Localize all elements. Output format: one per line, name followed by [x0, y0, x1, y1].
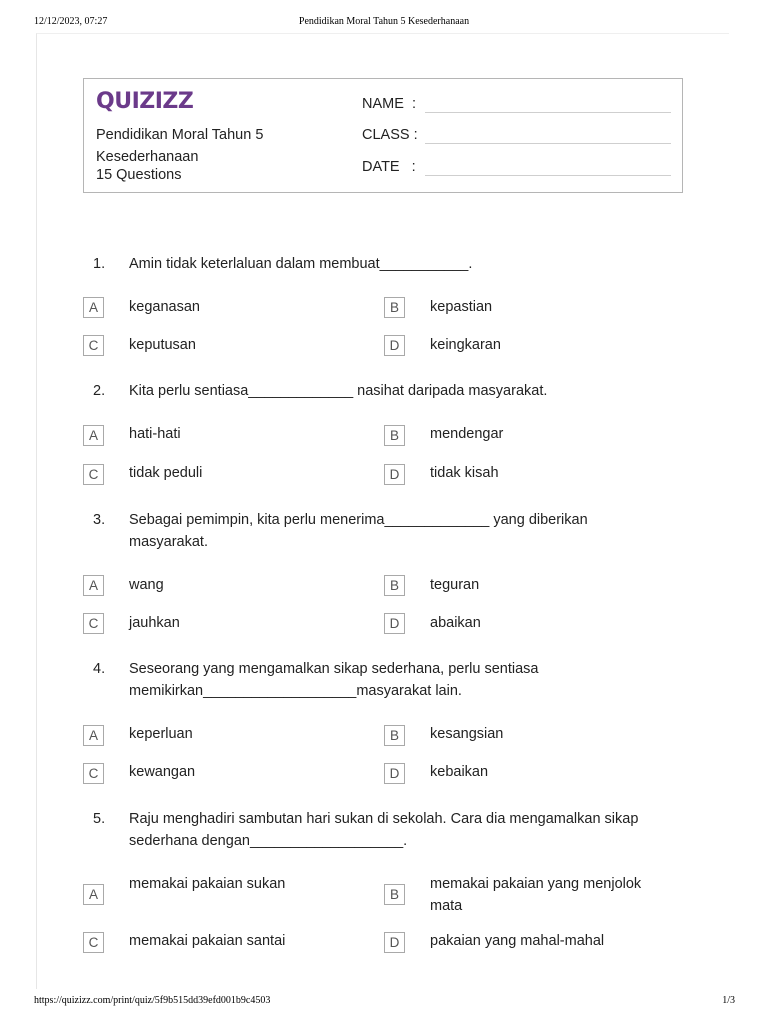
- option-text: kesangsian: [430, 726, 504, 742]
- name-label: NAME :: [362, 96, 416, 112]
- option-letter-box: D: [384, 932, 405, 953]
- option-text: tidak kisah: [430, 465, 499, 481]
- date-field: [362, 159, 416, 175]
- question-number: 4.: [93, 661, 106, 677]
- class-label: CLASS :: [362, 127, 418, 143]
- print-header: [0, 16, 768, 30]
- option-letter-box: C: [83, 932, 104, 953]
- option-letter-box: D: [384, 464, 405, 485]
- option-text: wang: [129, 577, 164, 593]
- option-text: keputusan: [129, 337, 196, 353]
- print-datetime: 12/12/2023, 07:27: [34, 16, 108, 27]
- option-text: abaikan: [430, 615, 481, 631]
- class-field: [362, 127, 418, 143]
- option-text: kepastian: [430, 299, 493, 315]
- option-text: tidak peduli: [129, 465, 203, 481]
- print-doc-title: Pendidikan Moral Tahun 5 Kesederhanaan: [298, 16, 470, 27]
- option-text: keganasan: [129, 299, 200, 315]
- page-indicator: 1/3: [722, 995, 735, 1006]
- option-letter-box: A: [83, 575, 104, 596]
- print-footer: [0, 995, 768, 1009]
- class-line: [425, 143, 671, 144]
- print-url[interactable]: https://quizizz.com/print/quiz/5f9b515dd39efd001b9c4503: [34, 995, 271, 1006]
- option-text: teguran: [430, 577, 480, 593]
- option-letter-box: A: [83, 425, 104, 446]
- option-letter-box: B: [384, 425, 405, 446]
- option-text: kewangan: [129, 764, 196, 780]
- quiz-title: Pendidikan Moral Tahun 5: [96, 127, 264, 143]
- option-text: memakai pakaian santai: [129, 933, 286, 949]
- question-text: Raju menghadiri sambutan hari sukan di sekolah. Cara dia mengamalkan sikap sederhana dengan___________________.: [129, 811, 639, 849]
- name-line: [425, 112, 671, 113]
- option-letter-box: B: [384, 725, 405, 746]
- option-letter-box: B: [384, 297, 405, 318]
- date-line: [425, 175, 671, 176]
- question-number: 1.: [93, 256, 106, 272]
- quiz-subtitle: Kesederhanaan: [96, 149, 199, 165]
- question-count: 15 Questions: [96, 167, 182, 183]
- option-letter-box: A: [83, 884, 104, 905]
- question-text: Seseorang yang mengamalkan sikap sederhana, perlu sentiasa memikirkan___________________masyarakat lain.: [129, 661, 539, 699]
- option-letter-box: A: [83, 725, 104, 746]
- question-text: Amin tidak keterlaluan dalam membuat___________.: [129, 256, 473, 272]
- option-text: keingkaran: [430, 337, 501, 353]
- option-letter-box: B: [384, 884, 405, 905]
- question-text: Sebagai pemimpin, kita perlu menerima_____________ yang diberikan masyarakat.: [129, 512, 588, 550]
- option-letter-box: A: [83, 297, 104, 318]
- option-text: memakai pakaian yang menjolok mata: [430, 876, 642, 914]
- option-text: memakai pakaian sukan: [129, 876, 286, 892]
- option-text: kebaikan: [430, 764, 489, 780]
- option-letter-box: C: [83, 763, 104, 784]
- question-number: 5.: [93, 811, 106, 827]
- option-letter-box: D: [384, 763, 405, 784]
- option-letter-box: C: [83, 613, 104, 634]
- quiz-header-box: [83, 78, 683, 193]
- option-letter-box: C: [83, 335, 104, 356]
- option-text: keperluan: [129, 726, 193, 742]
- option-text: jauhkan: [129, 615, 180, 631]
- option-letter-box: C: [83, 464, 104, 485]
- question-number: 3.: [93, 512, 106, 528]
- option-letter-box: B: [384, 575, 405, 596]
- question-number: 2.: [93, 383, 106, 399]
- question-text: Kita perlu sentiasa_____________ nasihat daripada masyarakat.: [129, 383, 548, 399]
- option-letter-box: D: [384, 613, 405, 634]
- quizizz-logo: QUIZIZZ: [96, 89, 194, 114]
- option-text: pakaian yang mahal-mahal: [430, 933, 605, 949]
- name-field: [362, 96, 416, 112]
- date-label: DATE :: [362, 159, 416, 175]
- option-text: mendengar: [430, 426, 504, 442]
- option-text: hati-hati: [129, 426, 181, 442]
- option-letter-box: D: [384, 335, 405, 356]
